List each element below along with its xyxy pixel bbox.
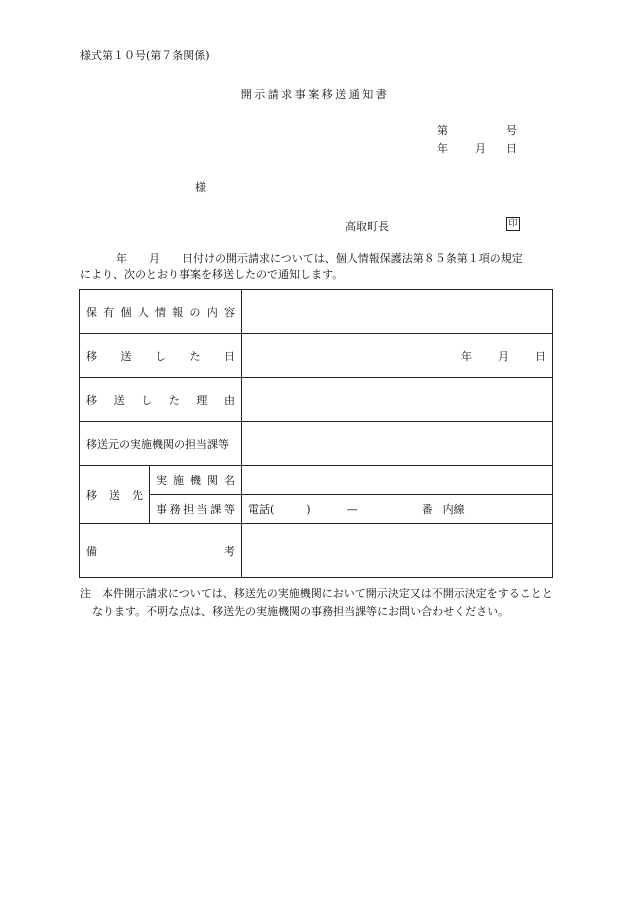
field-agency-name[interactable]	[242, 466, 553, 495]
field-origin-department[interactable]	[242, 422, 553, 466]
label-origin-department: 移送元の実施機関の担当課等	[80, 422, 242, 466]
field-telephone[interactable]	[242, 495, 553, 524]
addressee: 様	[195, 181, 206, 194]
label-agency-name: 実施機関名	[150, 466, 242, 495]
body-line-2: により、次のとおり事案を移送したので通知します。	[80, 268, 344, 281]
seal-mark: 印	[506, 217, 520, 231]
table-row	[80, 466, 553, 495]
transfer-year: 年	[461, 349, 472, 363]
table-row	[80, 495, 553, 524]
table-row	[80, 334, 553, 378]
transfer-form-table	[79, 289, 553, 578]
field-personal-info[interactable]	[242, 290, 553, 334]
table-row	[80, 524, 553, 578]
number-prefix: 第	[437, 124, 448, 137]
label-transfer-reason: 移送した理由	[80, 378, 242, 422]
number-suffix: 号	[506, 124, 517, 137]
transfer-month: 月	[498, 349, 509, 363]
body-text	[80, 251, 550, 283]
document-title: 開示請求事案移送通知書	[240, 88, 390, 101]
field-transfer-date[interactable]	[242, 334, 553, 378]
table-row	[80, 378, 553, 422]
label-transfer-date: 移送した日	[80, 334, 242, 378]
transfer-day: 日	[535, 349, 546, 363]
label-contact-department: 事務担当課等	[150, 495, 242, 524]
label-personal-info: 保有個人情報の内容	[80, 290, 242, 334]
form-number: 様式第１０号(第７条関係)	[80, 49, 210, 62]
table-row	[80, 422, 553, 466]
tel-extension: 内線	[442, 503, 465, 516]
tel-ban: 番	[421, 503, 433, 516]
footnote: 注 本件開示請求については、移送先の実施機関において開示決定又は不開示決定をすることとなります。不明な点は、移送先の実施機関の事務担当課等にお問い合わせください。	[80, 587, 553, 618]
sender-name: 高取町長	[345, 220, 389, 233]
tel-label: 電話(	[248, 503, 275, 516]
field-remarks[interactable]	[242, 524, 553, 578]
body-line-1: 年 月 日付けの開示請求については、個人情報保護法第８５条第１項の規定	[116, 252, 523, 265]
date-month: 月	[475, 142, 486, 155]
field-transfer-reason[interactable]	[242, 378, 553, 422]
tel-dash: —	[346, 503, 358, 516]
table-row	[80, 290, 553, 334]
label-destination: 移送先	[80, 466, 150, 524]
label-remarks: 備 考	[80, 524, 242, 578]
date-day: 日	[506, 142, 517, 155]
date-year: 年	[437, 142, 448, 155]
tel-close: )	[306, 503, 311, 516]
